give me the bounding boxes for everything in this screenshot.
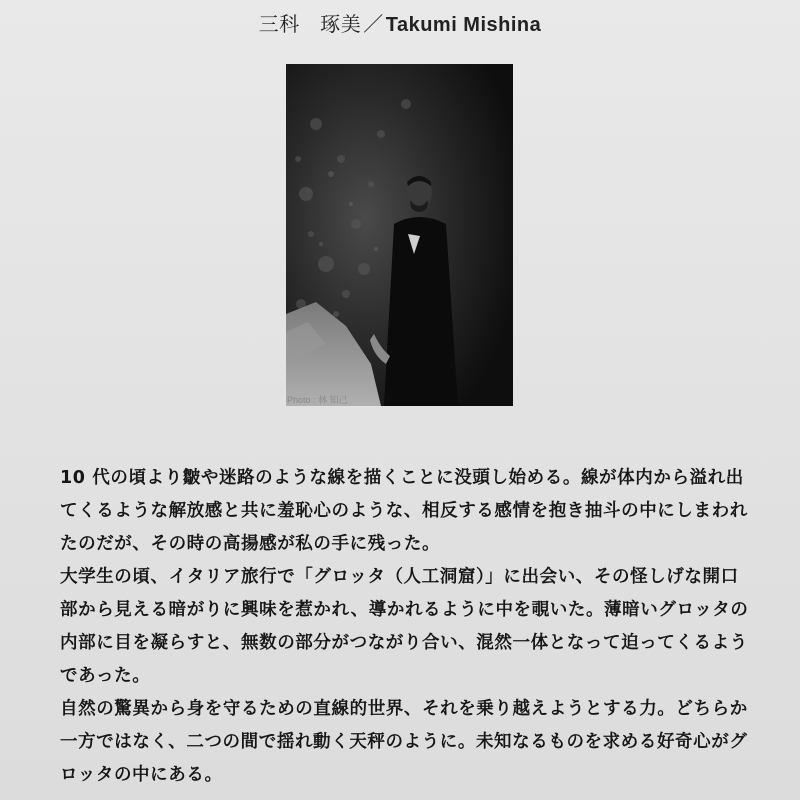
photo-credit: Photo : 林 知己 [287,395,348,405]
statement-paragraph-2: 大学生の頃、イタリア旅行で「グロッタ（人工洞窟）」に出会い、その怪しげな開口部から見える暗がりに興味を惹かれ、導かれるように中を覗いた。薄暗いグロッタの内部に目を凝らすと、無数の部分がつながり合い、混然一体となって迫ってくるようであった。 [60,567,749,686]
name-separator: ／ [363,12,384,36]
statement-paragraph-3: 自然の驚異から身を守るための直線的世界、それを乗り越えようとする力。どちらか一方ではなく、二つの間で揺れ動く天秤のように。未知なるものを求める好奇心がグロッタの中にある。 [60,699,748,785]
artist-name-english: Takumi Mishina [385,14,542,36]
artist-name-japanese: 三科 琢美 [258,12,362,36]
artist-statement [60,462,750,792]
artist-photo [286,64,513,406]
photo-illustration [286,64,513,406]
artist-name-heading [0,8,800,37]
statement-paragraph-1: 10 代の頃より皺や迷路のような線を描くことに没頭し始める。線が体内から溢れ出てくるような解放感と共に羞恥心のような、相反する感情を抱き抽斗の中にしまわれたのだが、その時の高揚感が私の手に残った。 [60,468,748,554]
